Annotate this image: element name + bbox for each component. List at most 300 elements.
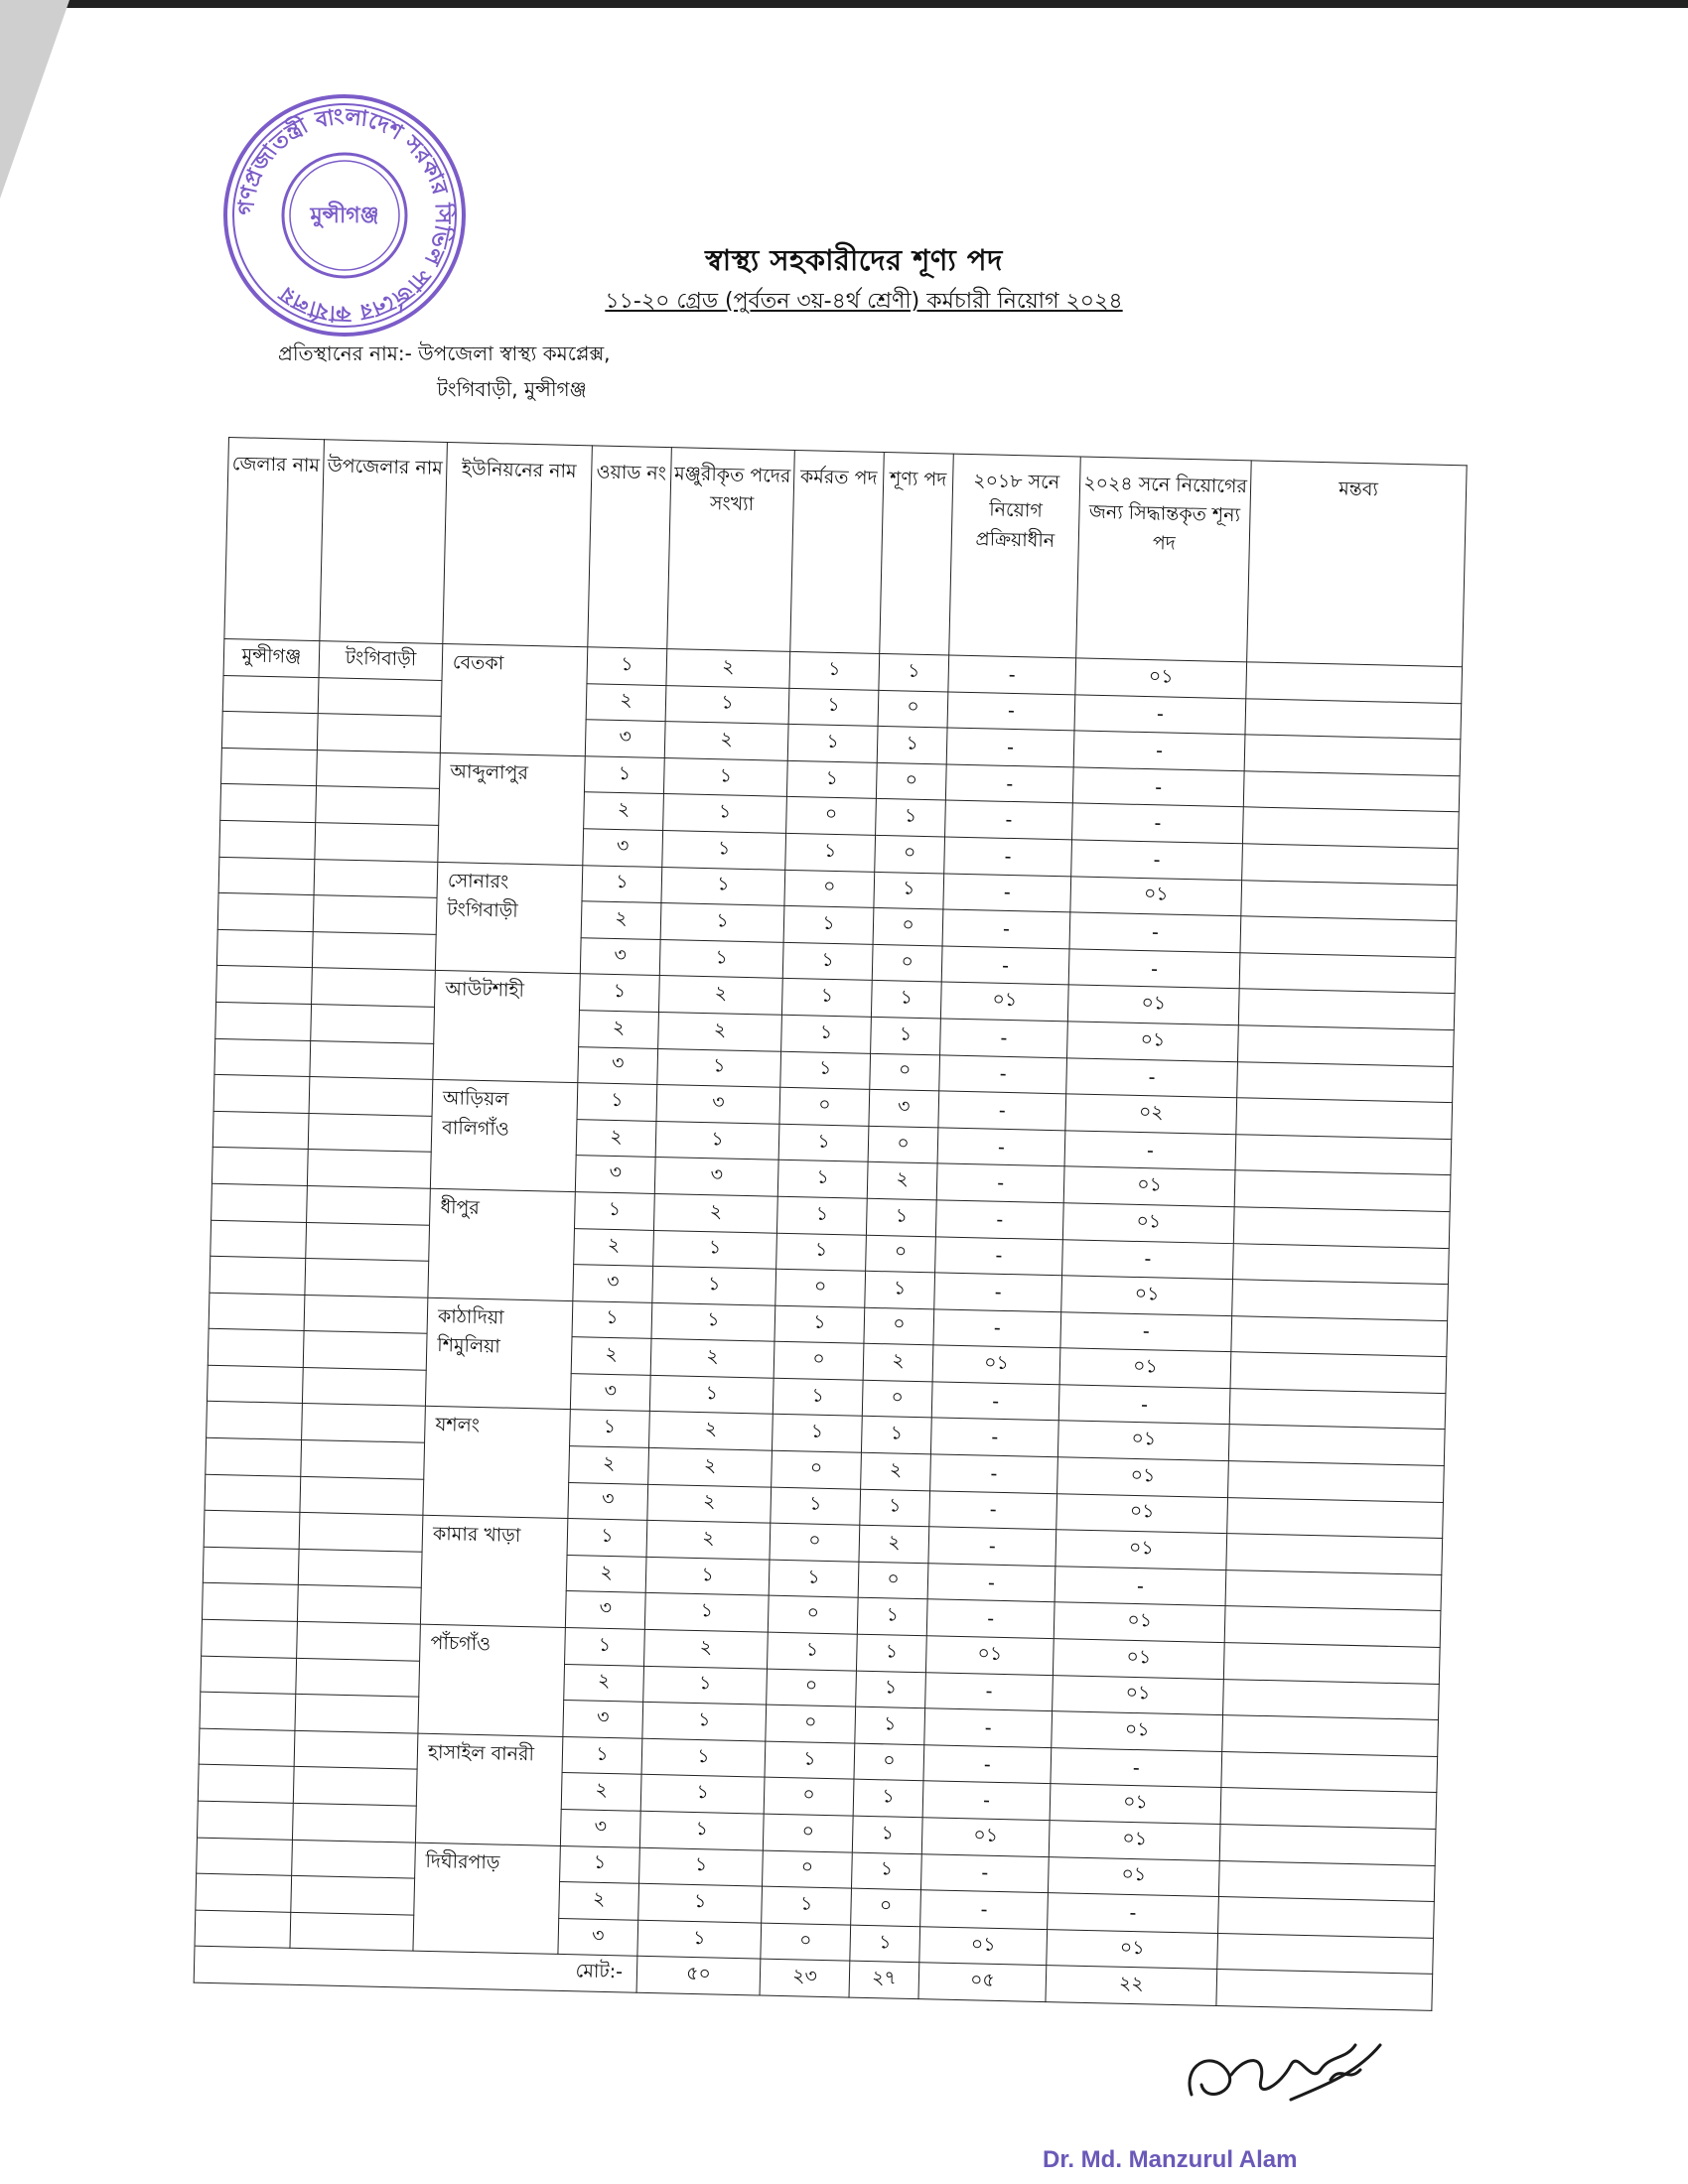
process-2018-cell: - <box>928 1527 1056 1566</box>
ward-cell: ১ <box>560 1845 640 1883</box>
working-cell: ১ <box>772 1415 862 1453</box>
decided-2024-cell: ০১ <box>1067 985 1239 1024</box>
working-cell: ১ <box>787 725 878 763</box>
remarks-cell <box>1231 1315 1448 1357</box>
sanctioned-cell: ২ <box>647 1484 772 1523</box>
remarks-cell <box>1223 1679 1440 1720</box>
district-blank-cell <box>221 748 318 786</box>
sanctioned-cell: ১ <box>645 1557 770 1595</box>
district-blank-cell <box>209 1293 305 1331</box>
sanctioned-cell: ১ <box>651 1302 775 1341</box>
decided-2024-cell: ০১ <box>1047 1929 1218 1969</box>
remarks-cell <box>1238 989 1455 1030</box>
remarks-cell <box>1237 1025 1454 1067</box>
total-label: মোট:- <box>194 1946 637 1992</box>
sanctioned-cell: ১ <box>641 1738 766 1777</box>
district-blank-cell <box>202 1619 298 1658</box>
upazila-blank-cell <box>296 1658 420 1697</box>
working-cell: ১ <box>789 651 880 690</box>
working-cell: ১ <box>769 1560 859 1598</box>
ward-cell: ২ <box>579 1011 659 1048</box>
working-cell: ১ <box>776 1233 867 1272</box>
total-sanctioned: ৫০ <box>636 1957 761 1996</box>
sanctioned-cell: ১ <box>662 830 786 869</box>
process-2018-cell: ০১ <box>940 982 1068 1021</box>
working-cell: ০ <box>786 797 877 836</box>
upazila-blank-cell <box>312 931 436 970</box>
ward-cell: ৩ <box>575 1156 655 1193</box>
process-2018-cell: - <box>920 1890 1049 1929</box>
decided-2024-cell: ০১ <box>1070 876 1242 915</box>
union-name-cell: সোনারং টংগিবাড়ী <box>435 862 582 974</box>
remarks-cell <box>1222 1715 1439 1757</box>
process-2018-cell: - <box>948 655 1076 694</box>
sanctioned-cell: ১ <box>652 1267 776 1305</box>
upazila-blank-cell <box>302 1404 426 1442</box>
decided-2024-cell: - <box>1062 1239 1234 1279</box>
vacant-cell: ১ <box>850 1925 920 1963</box>
district-blank-cell <box>217 893 314 932</box>
remarks-cell <box>1225 1570 1442 1611</box>
upazila-blank-cell <box>290 1912 414 1951</box>
upazila-blank-cell <box>304 1295 428 1333</box>
process-2018-cell: - <box>926 1599 1055 1638</box>
remarks-cell <box>1226 1534 1443 1575</box>
process-2018-cell: - <box>929 1490 1057 1529</box>
district-blank-cell <box>197 1801 293 1840</box>
ward-cell: ৩ <box>568 1482 648 1520</box>
working-cell: ১ <box>765 1741 855 1780</box>
decided-2024-cell: - <box>1072 767 1244 807</box>
district-blank-cell <box>214 1038 311 1077</box>
process-2018-cell: - <box>935 1236 1063 1275</box>
vacant-cell: ০ <box>873 908 943 946</box>
working-cell: ০ <box>761 1923 851 1962</box>
upazila-blank-cell <box>297 1621 421 1660</box>
working-cell: ০ <box>779 1087 870 1126</box>
ward-cell: ১ <box>562 1736 642 1774</box>
process-2018-cell: - <box>943 874 1071 912</box>
vacant-cell: ২ <box>859 1525 929 1563</box>
remarks-cell <box>1244 735 1461 776</box>
working-cell: ১ <box>771 1487 861 1526</box>
working-cell: ১ <box>780 1051 871 1090</box>
upazila-blank-cell <box>293 1767 417 1806</box>
sanctioned-cell: ১ <box>638 1883 763 1922</box>
district-blank-cell <box>204 1510 300 1549</box>
ward-cell: ৩ <box>570 1373 650 1411</box>
institution-name <box>278 340 611 401</box>
decided-2024-cell: - <box>1055 1567 1226 1606</box>
process-2018-cell: - <box>935 1200 1063 1239</box>
working-cell: ১ <box>774 1305 865 1344</box>
process-2018-cell: - <box>940 1019 1068 1057</box>
ward-cell: ২ <box>564 1664 644 1702</box>
working-cell: ১ <box>777 1160 868 1199</box>
upazila-blank-cell <box>308 1113 432 1152</box>
vacant-cell: ১ <box>856 1671 926 1708</box>
decided-2024-cell: ০১ <box>1075 658 1247 698</box>
upazila-blank-cell <box>303 1331 427 1370</box>
process-2018-cell: - <box>924 1708 1053 1747</box>
vacant-cell: ১ <box>865 1271 935 1308</box>
sanctioned-cell: ২ <box>644 1629 769 1668</box>
district-blank-cell <box>220 784 317 823</box>
vacant-cell: ০ <box>866 1235 936 1273</box>
ward-cell: ১ <box>575 1192 655 1230</box>
vacant-cell: ১ <box>874 872 944 909</box>
scan-edge <box>0 0 1688 8</box>
sanctioned-cell: ১ <box>640 1775 765 1814</box>
vacant-cell: ১ <box>851 1852 921 1890</box>
ward-cell: ১ <box>570 1410 650 1447</box>
working-cell: ০ <box>775 1269 866 1307</box>
decided-2024-cell: ০১ <box>1048 1856 1219 1896</box>
ward-cell: ২ <box>574 1228 654 1266</box>
upazila-blank-cell <box>292 1840 416 1878</box>
header-union: ইউনিয়নের নাম <box>443 443 593 647</box>
ward-cell: ১ <box>565 1628 645 1666</box>
remarks-cell <box>1219 1825 1436 1866</box>
remarks-cell <box>1228 1425 1445 1466</box>
sanctioned-cell: ১ <box>642 1703 767 1741</box>
sanctioned-cell: ১ <box>649 1375 774 1414</box>
upazila-blank-cell <box>307 1150 431 1188</box>
decided-2024-cell: ০১ <box>1053 1675 1224 1714</box>
process-2018-cell: - <box>945 764 1073 803</box>
sanctioned-cell: ১ <box>665 685 789 724</box>
district-blank-cell <box>203 1547 299 1585</box>
process-2018-cell: - <box>934 1273 1062 1311</box>
ward-cell: ৩ <box>583 829 663 867</box>
remarks-cell <box>1246 662 1463 704</box>
upazila-blank-cell <box>301 1439 425 1478</box>
remarks-cell <box>1232 1280 1449 1321</box>
header-remarks: মন্তব্য <box>1247 461 1468 667</box>
decided-2024-cell: - <box>1074 695 1246 735</box>
union-name-cell: ধীপুর <box>428 1188 575 1300</box>
ward-cell: ৩ <box>580 937 660 975</box>
institution-line-1: প্রতিস্থানের নাম:- উপজেলা স্বাস্থ্য কমপ্লেক্স, <box>278 341 611 365</box>
sanctioned-cell: ২ <box>649 1412 774 1450</box>
vacant-cell: ১ <box>861 1417 931 1454</box>
upazila-blank-cell <box>302 1367 426 1406</box>
upazila-blank-cell <box>309 1077 433 1116</box>
sanctioned-cell: ১ <box>643 1666 768 1705</box>
ward-cell: ২ <box>571 1337 651 1375</box>
remarks-cell <box>1218 1860 1435 1902</box>
header-working: কর্মরত পদ <box>790 450 885 653</box>
sanctioned-cell: ১ <box>661 867 785 905</box>
decided-2024-cell: - <box>1064 1131 1236 1170</box>
decided-2024-cell: ০১ <box>1061 1276 1233 1315</box>
ward-cell: ২ <box>559 1882 639 1920</box>
upazila-blank-cell <box>317 714 441 752</box>
remarks-cell <box>1228 1461 1445 1503</box>
working-cell: ১ <box>783 905 874 944</box>
process-2018-cell: - <box>933 1309 1061 1348</box>
process-2018-cell: - <box>936 1163 1064 1202</box>
working-cell: ০ <box>763 1814 853 1852</box>
decided-2024-cell: ০১ <box>1057 1421 1229 1460</box>
sanctioned-cell: ২ <box>646 1521 771 1560</box>
vacant-cell: ০ <box>876 762 946 800</box>
table-body <box>194 638 1462 2010</box>
working-cell: ০ <box>767 1669 857 1707</box>
ward-cell: ২ <box>576 1119 656 1157</box>
ward-cell: ২ <box>561 1773 641 1811</box>
ward-cell: ১ <box>572 1300 652 1338</box>
decided-2024-cell: ০২ <box>1065 1094 1237 1134</box>
working-cell: ১ <box>782 942 873 981</box>
institution-line-2: টংগিবাড়ী, মুন্সীগঞ্জ <box>437 377 587 401</box>
total-remarks-cell <box>1216 1970 1433 2011</box>
process-2018-cell: - <box>937 1128 1065 1166</box>
remarks-cell <box>1218 1897 1435 1939</box>
upazila-blank-cell <box>313 895 437 934</box>
ward-cell: ১ <box>567 1519 647 1557</box>
vacant-cell: ০ <box>864 1307 934 1345</box>
working-cell: ০ <box>770 1523 860 1562</box>
seal-outer-text: গণপ্রজাতন্ত্রী বাংলাদেশ সরকার সিভিল সার্জনের কার্যালয় <box>233 104 456 327</box>
upazila-blank-cell <box>300 1476 424 1515</box>
decided-2024-cell: - <box>1048 1893 1219 1933</box>
district-blank-cell <box>211 1220 307 1259</box>
district-blank-cell <box>219 820 316 859</box>
upazila-blank-cell <box>292 1803 416 1842</box>
district-blank-cell <box>200 1692 296 1730</box>
vacant-cell: ০ <box>862 1380 932 1418</box>
working-cell: ০ <box>768 1596 858 1635</box>
working-cell: ০ <box>772 1450 862 1489</box>
vacant-cell: ১ <box>856 1634 926 1672</box>
vacant-cell: ১ <box>860 1489 930 1527</box>
union-name-cell: দিঘীরপাড় <box>413 1843 560 1955</box>
remarks-cell <box>1240 916 1457 958</box>
upazila-blank-cell <box>305 1259 429 1297</box>
process-2018-cell: - <box>927 1564 1055 1602</box>
sanctioned-cell: ১ <box>639 1847 764 1886</box>
remarks-cell <box>1242 807 1459 849</box>
district-blank-cell <box>195 1910 291 1949</box>
vacant-cell: ০ <box>868 1126 938 1163</box>
district-blank-cell <box>221 712 318 751</box>
district-blank-cell <box>211 1148 308 1186</box>
process-2018-cell: - <box>945 800 1073 839</box>
working-cell: ১ <box>778 1124 869 1162</box>
sanctioned-cell: ১ <box>653 1230 777 1269</box>
remarks-cell <box>1233 1243 1450 1285</box>
sanctioned-cell: ১ <box>663 794 787 833</box>
remarks-cell <box>1229 1389 1446 1431</box>
district-blank-cell <box>199 1728 295 1767</box>
union-name-cell: হাসাইল বানরী <box>415 1733 562 1845</box>
sanctioned-cell: ১ <box>655 1121 779 1160</box>
vacancy-table-wrapper <box>194 437 1467 2011</box>
ward-cell: ১ <box>579 974 659 1012</box>
district-blank-cell <box>216 929 313 968</box>
sanctioned-cell: ২ <box>650 1339 774 1378</box>
district-cell: মুন্সীগঞ্জ <box>223 638 320 677</box>
upazila-blank-cell <box>315 823 439 862</box>
total-process-2018: ০৫ <box>918 1963 1047 2002</box>
district-blank-cell <box>213 1074 310 1113</box>
working-cell: ১ <box>776 1196 867 1235</box>
working-cell: ০ <box>774 1341 864 1380</box>
upazila-blank-cell <box>317 750 441 788</box>
handwritten-signature <box>1172 2025 1390 2124</box>
union-name-cell: কাঠাদিয়া শিমুলিয়া <box>425 1297 572 1410</box>
ward-cell: ২ <box>586 683 666 721</box>
header-process-2018: ২০১৮ সনে নিয়োগ প্রক্রিয়াধীন <box>949 454 1081 658</box>
vacant-cell: ১ <box>855 1706 925 1744</box>
remarks-cell <box>1224 1606 1441 1648</box>
ward-cell: ২ <box>569 1446 649 1484</box>
working-cell: ১ <box>767 1632 857 1671</box>
vacant-cell: ০ <box>872 944 942 982</box>
sanctioned-cell: ১ <box>644 1593 769 1632</box>
vacant-cell: ১ <box>857 1598 927 1636</box>
decided-2024-cell: ০১ <box>1062 1203 1234 1243</box>
district-blank-cell <box>210 1256 306 1295</box>
sanctioned-cell: ১ <box>663 757 787 796</box>
vacant-cell: ১ <box>866 1198 936 1236</box>
total-decided-2024: ২২ <box>1046 1966 1217 2006</box>
vacant-cell: ২ <box>861 1452 931 1490</box>
process-2018-cell: - <box>931 1382 1059 1421</box>
decided-2024-cell: ০১ <box>1059 1348 1231 1388</box>
remarks-cell <box>1233 1207 1450 1249</box>
vacant-cell: ১ <box>877 727 947 764</box>
vacant-cell: ১ <box>852 1816 922 1853</box>
process-2018-cell: - <box>939 1054 1067 1093</box>
decided-2024-cell: - <box>1073 731 1245 770</box>
district-blank-cell <box>196 1873 292 1912</box>
sanctioned-cell: ১ <box>639 1811 764 1849</box>
decided-2024-cell: - <box>1051 1747 1222 1787</box>
ward-cell: ৩ <box>563 1701 643 1738</box>
sanctioned-cell: ১ <box>659 939 783 978</box>
sanctioned-cell: ১ <box>637 1920 762 1959</box>
header-decided-2024: ২০২৪ সনে নিয়োগের জন্য সিদ্ধান্তকৃত শূন্য পদ <box>1076 457 1252 662</box>
decided-2024-cell: - <box>1066 1057 1238 1097</box>
document-subtitle: ১১-২০ গ্রেড (পুর্বতন ৩য়-৪র্থ শ্রেণী) কর্মচারী নিয়োগ ২০২৪ <box>605 289 1123 314</box>
upazila-blank-cell <box>294 1730 418 1769</box>
sanctioned-cell: ১ <box>660 903 784 942</box>
decided-2024-cell: ০১ <box>1053 1639 1224 1679</box>
upazila-blank-cell <box>314 859 438 897</box>
district-blank-cell <box>198 1765 294 1804</box>
official-seal <box>220 91 469 340</box>
upazila-blank-cell <box>316 786 440 825</box>
vacant-cell: ০ <box>851 1888 921 1926</box>
decided-2024-cell: ০১ <box>1052 1711 1223 1751</box>
upazila-blank-cell <box>312 968 436 1007</box>
decided-2024-cell: ০১ <box>1049 1821 1220 1860</box>
district-blank-cell <box>218 857 315 895</box>
ward-cell: ১ <box>582 865 662 902</box>
district-blank-cell <box>202 1583 298 1622</box>
ward-cell: ২ <box>566 1555 646 1592</box>
union-name-cell: যশলং <box>423 1407 570 1519</box>
remarks-cell <box>1217 1933 1434 1975</box>
district-blank-cell <box>207 1402 303 1440</box>
ward-cell: ৩ <box>573 1265 653 1302</box>
process-2018-cell: ০১ <box>932 1345 1060 1384</box>
vacant-cell: ১ <box>853 1780 923 1818</box>
vacant-cell: ০ <box>854 1743 924 1781</box>
decided-2024-cell: ০১ <box>1050 1784 1221 1824</box>
ward-cell: ৩ <box>558 1918 638 1956</box>
sanctioned-cell: ৩ <box>654 1158 778 1196</box>
upazila-cell: টংগিবাড়ী <box>319 641 443 680</box>
decided-2024-cell: - <box>1071 840 1243 880</box>
remarks-cell <box>1243 771 1460 813</box>
decided-2024-cell: - <box>1060 1311 1232 1351</box>
upazila-blank-cell <box>311 1004 435 1042</box>
decided-2024-cell: - <box>1072 803 1244 843</box>
ward-cell: ১ <box>584 756 664 794</box>
ward-cell: ১ <box>577 1083 657 1121</box>
process-2018-cell: - <box>925 1672 1054 1710</box>
ward-cell: ৩ <box>560 1809 640 1846</box>
working-cell: ১ <box>781 979 872 1018</box>
header-upazila: উপজেলার নাম <box>320 440 448 644</box>
sanctioned-cell: ২ <box>648 1447 773 1486</box>
union-name-cell: আউটশাহী <box>433 971 580 1083</box>
process-2018-cell: - <box>944 837 1072 876</box>
decided-2024-cell: ০১ <box>1063 1166 1235 1206</box>
remarks-cell <box>1235 1134 1452 1175</box>
district-blank-cell <box>222 675 319 714</box>
folded-corner <box>0 0 70 199</box>
ward-cell: ৩ <box>565 1591 645 1629</box>
vacant-cell: ০ <box>858 1562 928 1599</box>
decided-2024-cell: ০১ <box>1056 1493 1228 1533</box>
district-blank-cell <box>216 966 313 1005</box>
process-2018-cell: - <box>930 1454 1058 1493</box>
vacant-cell: ০ <box>875 835 945 873</box>
working-cell: ০ <box>766 1705 856 1743</box>
decided-2024-cell: ০১ <box>1057 1457 1229 1497</box>
decided-2024-cell: - <box>1069 912 1241 952</box>
working-cell: ১ <box>762 1886 852 1925</box>
district-blank-cell <box>207 1365 303 1404</box>
seal-center-text: মুন্সীগঞ্জ <box>310 204 379 228</box>
sanctioned-cell: ২ <box>653 1193 777 1232</box>
sanctioned-cell: ২ <box>666 649 790 688</box>
remarks-cell <box>1245 698 1462 740</box>
working-cell: ১ <box>773 1378 863 1417</box>
decided-2024-cell: - <box>1068 949 1240 989</box>
header-sanctioned: মঞ্জুরীকৃত পদের সংখ্যা <box>667 448 795 652</box>
remarks-cell <box>1230 1352 1447 1394</box>
vacant-cell: ২ <box>867 1162 937 1200</box>
remarks-cell <box>1234 1170 1451 1212</box>
upazila-blank-cell <box>318 677 442 716</box>
process-2018-cell: - <box>930 1418 1058 1456</box>
total-vacant: ২৭ <box>849 1961 919 1999</box>
working-cell: ১ <box>781 1015 872 1053</box>
remarks-cell <box>1237 1061 1454 1103</box>
decided-2024-cell: ০১ <box>1055 1530 1227 1570</box>
ward-cell: ২ <box>581 901 661 939</box>
ward-cell: ৩ <box>578 1046 658 1084</box>
sanctioned-cell: ৩ <box>656 1085 780 1124</box>
union-name-cell: আড়িয়ল বালিগাঁও <box>430 1079 577 1191</box>
ward-cell: ১ <box>587 647 667 685</box>
header-ward: ওয়াড নং <box>588 446 672 649</box>
